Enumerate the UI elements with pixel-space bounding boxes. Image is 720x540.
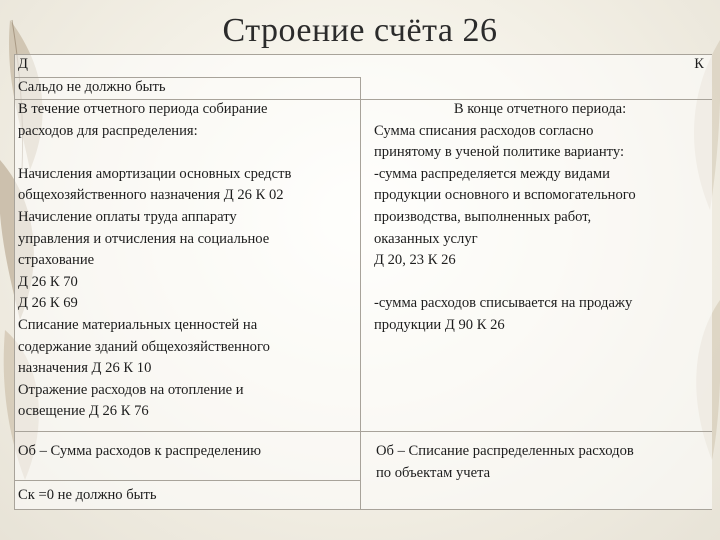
credit-total — [376, 441, 706, 484]
credit-turnover — [374, 99, 706, 337]
row-divider-total — [14, 480, 360, 481]
text-line: страхование — [18, 252, 95, 269]
text-line: освещение Д 26 К 76 — [18, 403, 149, 420]
text-line: оказанных услуг — [374, 230, 478, 247]
opening-balance: Сальдо не должно быть — [18, 79, 166, 95]
text-line: производства, выполненных работ, — [374, 208, 592, 225]
column-divider — [360, 77, 361, 510]
debit-turnover — [18, 99, 358, 423]
text-line: продукции основного и вспомогательного — [374, 187, 636, 204]
text-line: продукции Д 90 К 26 — [374, 316, 505, 333]
text-line: В течение отчетного периода собирание — [18, 101, 268, 117]
table-border-bottom — [14, 509, 712, 510]
text-line: -сумма расходов списывается на продажу — [374, 295, 633, 312]
text-line: Д 26 К 69 — [18, 295, 78, 312]
debit-total: Об – Сумма расходов к распределению — [18, 443, 262, 459]
text-line: по объектам учета — [376, 464, 491, 481]
table-border-left — [14, 54, 15, 510]
text-line: управления и отчисления на социальное — [18, 230, 270, 247]
text-line: Списание материальных ценностей на — [18, 316, 258, 333]
text-line: содержание зданий общехозяйственного — [18, 338, 270, 355]
text-line: общехозяйственного назначения Д 26 К 02 — [18, 187, 284, 204]
text-line: Начисление оплаты труда аппарату — [18, 208, 237, 225]
credit-period-title: В конце отчетного периода: — [453, 101, 627, 117]
text-line: принятому в ученой политике варианту: — [374, 144, 625, 161]
debit-header: Д — [18, 56, 28, 72]
account-table — [14, 54, 712, 510]
text-line: Д 20, 23 К 26 — [374, 252, 456, 269]
text-line: Сумма списания расходов согласно — [374, 122, 594, 139]
row-divider-turnover — [14, 431, 712, 432]
text-line — [374, 272, 706, 294]
table-border-top — [14, 54, 712, 55]
text-line — [18, 142, 358, 164]
text-line: назначения Д 26 К 10 — [18, 360, 152, 377]
text-line: Об – Списание распределенных расходов — [376, 443, 634, 459]
text-line: -сумма распределяется между видами — [374, 165, 610, 182]
slide-title: Строение счёта 26 — [222, 12, 498, 49]
text-line: Д 26 К 70 — [18, 273, 78, 290]
closing-balance: Ск =0 не должно быть — [18, 487, 157, 503]
text-line: Отражение расходов на отопление и — [18, 381, 244, 398]
credit-header: К — [694, 56, 704, 72]
text-line: Начисления амортизации основных средств — [18, 165, 292, 182]
text-line: расходов для распределения: — [18, 122, 198, 139]
